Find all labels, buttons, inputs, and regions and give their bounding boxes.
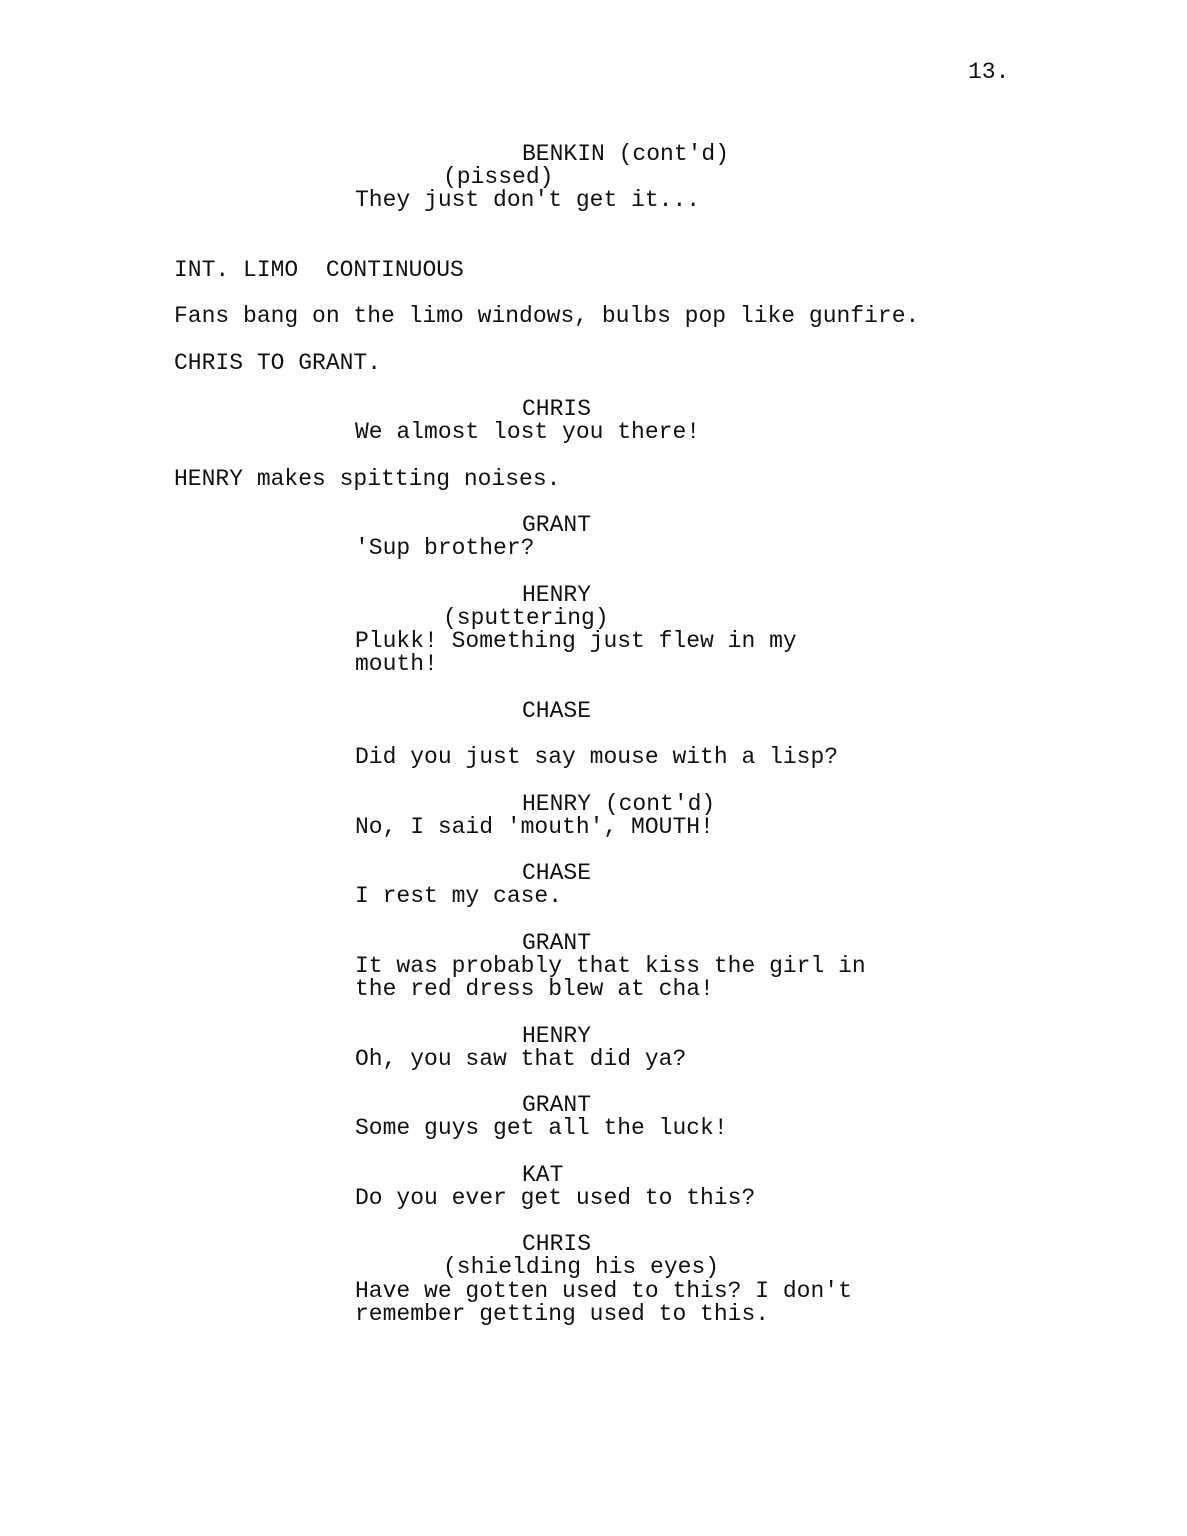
dialogue-line: mouth! bbox=[355, 651, 438, 678]
dialogue-block-chase bbox=[0, 862, 1187, 908]
dialogue-block-henry bbox=[0, 1022, 1187, 1072]
action-line: HENRY makes spitting noises. bbox=[174, 465, 561, 492]
dialogue-line: It was probably that kiss the girl in bbox=[355, 952, 866, 979]
dialogue-block-kat bbox=[0, 1161, 1187, 1211]
character-name: HENRY (cont'd) bbox=[522, 790, 716, 817]
parenthetical: (shielding his eyes) bbox=[443, 1254, 720, 1281]
character-name: BENKIN (cont'd) bbox=[522, 141, 730, 167]
dialogue-block-benkin bbox=[0, 143, 1187, 213]
dialogue-line: They just don't get it... bbox=[355, 187, 701, 214]
dialogue-line: Do you ever get used to this? bbox=[355, 1184, 756, 1211]
parenthetical: (sputtering) bbox=[443, 604, 609, 631]
dialogue-line: We almost lost you there! bbox=[355, 419, 701, 446]
dialogue-line: Plukk! Something just flew in my bbox=[355, 628, 797, 655]
action-block bbox=[0, 305, 1187, 328]
dialogue-line: the red dress blew at cha! bbox=[355, 976, 714, 1003]
dialogue-block-henry-contd bbox=[0, 790, 1187, 840]
scene-heading-block bbox=[0, 256, 1187, 283]
character-name: HENRY bbox=[522, 1022, 592, 1049]
dialogue-block-chris bbox=[0, 1233, 1187, 1326]
screenplay-content bbox=[0, 143, 1187, 1349]
dialogue-block-chase bbox=[0, 697, 1187, 771]
character-name: CHRIS bbox=[522, 396, 592, 423]
character-name: GRANT bbox=[522, 512, 592, 539]
parenthetical: (pissed) bbox=[443, 164, 554, 191]
character-name: CHASE bbox=[522, 697, 592, 724]
character-name: GRANT bbox=[522, 929, 592, 956]
character-name: KAT bbox=[522, 1161, 564, 1188]
action-line: Fans bang on the limo windows, bulbs pop like gunfire. bbox=[174, 303, 920, 330]
page-number: 13. bbox=[968, 59, 1010, 85]
action-block bbox=[0, 349, 1187, 376]
dialogue-line: I rest my case. bbox=[355, 883, 563, 910]
dialogue-line: Oh, you saw that did ya? bbox=[355, 1045, 687, 1072]
dialogue-block-grant bbox=[0, 929, 1187, 1003]
dialogue-block-grant bbox=[0, 514, 1187, 560]
dialogue-line: 'Sup brother? bbox=[355, 535, 535, 562]
action-line: CHRIS TO GRANT. bbox=[174, 349, 382, 376]
action-block bbox=[0, 465, 1187, 492]
scene-break-spacer bbox=[0, 236, 1187, 259]
character-name: HENRY bbox=[522, 581, 592, 608]
dialogue-line bbox=[355, 723, 915, 746]
dialogue-block-chris bbox=[0, 398, 1187, 444]
character-name: CHASE bbox=[522, 860, 592, 887]
dialogue-line: Some guys get all the luck! bbox=[355, 1115, 728, 1142]
dialogue-block-henry bbox=[0, 581, 1187, 678]
dialogue-line: remember getting used to this. bbox=[355, 1300, 770, 1327]
dialogue-block-grant bbox=[0, 1094, 1187, 1140]
scene-heading: INT. LIMO CONTINUOUS bbox=[174, 256, 464, 283]
dialogue-line: Have we gotten used to this? I don't bbox=[355, 1277, 852, 1304]
character-name: GRANT bbox=[522, 1092, 592, 1119]
dialogue-line: Did you just say mouse with a lisp? bbox=[355, 744, 839, 771]
character-name: CHRIS bbox=[522, 1231, 592, 1258]
dialogue-line: No, I said 'mouth', MOUTH! bbox=[355, 813, 714, 840]
